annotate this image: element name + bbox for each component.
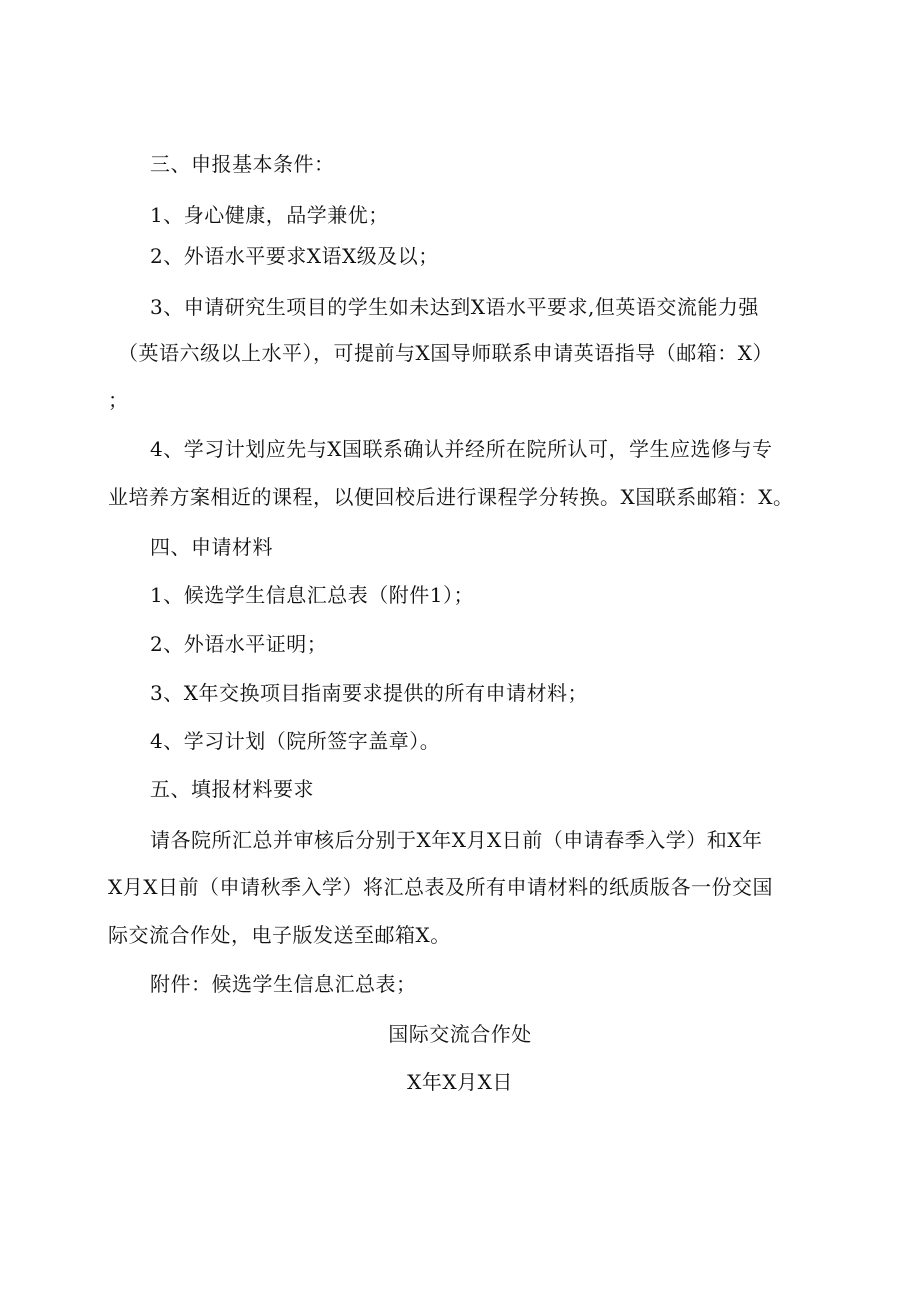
signature-office: 国际交流合作处: [388, 1022, 532, 1046]
section3-item4-line1: 4、学习计划应先与X国联系确认并经所在院所认可，学生应选修与专: [150, 437, 773, 461]
section4-item3: 3、X年交换项目指南要求提供的所有申请材料；: [150, 681, 588, 705]
section4-item4: 4、学习计划（院所签字盖章）。: [150, 729, 441, 753]
signature-date: X年X月X日: [407, 1070, 513, 1094]
section3-item3-line3: ；: [108, 388, 129, 412]
section3-heading: 三、申报基本条件：: [150, 152, 335, 176]
attachment-note: 附件：候选学生信息汇总表；: [150, 972, 417, 996]
section3-item2: 2、外语水平要求X语X级及以；: [150, 244, 439, 268]
section3-item3-line1: 3、申请研究生项目的学生如未达到X语水平要求,但英语交流能力强: [150, 295, 759, 319]
section3-item3-line2: （英语六级以上水平），可提前与X国导师联系申请英语指导（邮箱：X）: [118, 341, 773, 365]
section4-item2: 2、外语水平证明；: [150, 632, 328, 656]
section4-item1: 1、候选学生信息汇总表（附件1）；: [150, 583, 474, 607]
section5-para-line3: 际交流合作处，电子版发送至邮箱X。: [108, 923, 451, 947]
section3-item4-line2: 业培养方案相近的课程，以便回校后进行课程学分转换。X国联系邮箱：X。: [108, 485, 794, 509]
section3-item1: 1、身心健康，品学兼优；: [150, 203, 389, 227]
section5-heading: 五、填报材料要求: [150, 777, 314, 801]
section5-para-line1: 请各院所汇总并审核后分别于X年X月X日前（申请春季入学）和X年: [150, 828, 763, 852]
section5-para-line2: X月X日前（申请秋季入学）将汇总表及所有申请材料的纸质版各一份交国: [108, 875, 773, 899]
section4-heading: 四、申请材料: [150, 535, 273, 559]
